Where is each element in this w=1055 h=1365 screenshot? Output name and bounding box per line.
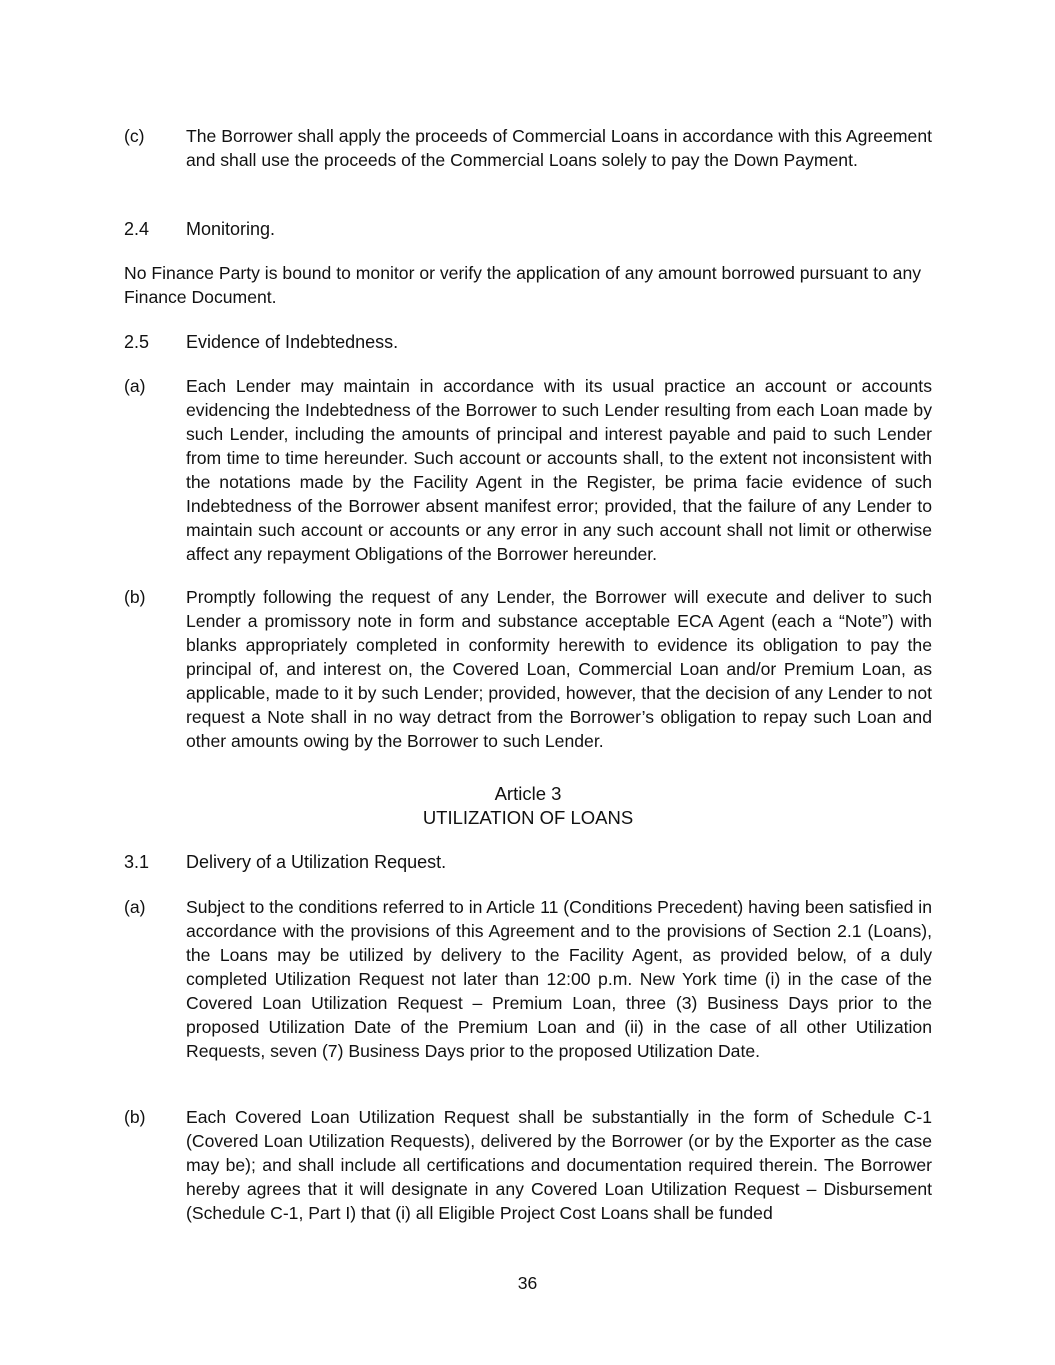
section-heading-2-5 xyxy=(124,330,932,354)
section-number: 3.1 xyxy=(124,852,150,872)
paragraph-2-5-a xyxy=(124,374,932,566)
paragraph-2-3-c xyxy=(124,124,932,172)
section-number: 2.4 xyxy=(124,219,150,239)
section-heading-2-4 xyxy=(124,217,932,241)
paragraph-text: Each Covered Loan Utilization Request shall be substantially in the form of Schedule C-1 (Covered Loan Utilization Requests), delivered by the Borrower (or by the Exporter as the case may be); and shall include all certifications and documentation required therein. The Borrower hereby agrees that it will designate in any Covered Loan Utilization Request – Disbursement (Schedule C-1, Part I) that (i) all Eligible Project Cost Loans shall be funded xyxy=(186,1107,932,1223)
section-title: Evidence of Indebtedness. xyxy=(186,332,399,352)
section-number: 2.5 xyxy=(124,332,150,352)
paragraph-2-5-b xyxy=(124,585,932,753)
paragraph-text: Promptly following the request of any Lender, the Borrower will execute and deliver to such Lender a promissory note in form and substance acceptable ECA Agent (each a “Note”) with blanks appropriately completed in conformity herewith to evidence its obligation to pay the principal of, and interest on, the Covered Loan, Commercial Loan and/or Premium Loan, as applicable, made to it by such Lender; provided, however, that the decision of any Lender to not request a Note shall in no way detract from the Borrower’s obligation to repay such Loan and other amounts owing by the Borrower to such Lender. xyxy=(186,587,932,751)
paragraph-label: (a) xyxy=(124,897,146,917)
paragraph-label: (b) xyxy=(124,1107,146,1127)
section-heading-3-1 xyxy=(124,850,932,874)
page-number: 36 xyxy=(517,1273,538,1293)
article-heading: Article 3 xyxy=(494,783,562,804)
paragraph-text: The Borrower shall apply the proceeds of Commercial Loans in accordance with this Agreement and shall use the proceeds of the Commercial Loans solely to pay the Down Payment. xyxy=(186,126,932,170)
section-2-4-body: No Finance Party is bound to monitor or verify the application of any amount borrowed pursuant to any Finance Document. xyxy=(124,263,922,307)
paragraph-label: (c) xyxy=(124,126,145,146)
paragraph-3-1-a xyxy=(124,895,932,1063)
paragraph-text: Subject to the conditions referred to in Article 11 (Conditions Precedent) having been satisfied in accordance with the provisions of this Agreement and to the provisions of Section 2.1 (Loans), the Loans may be utilized by delivery to the Facility Agent, as provided below, of a duly completed Utilization Request not later than 12:00 p.m. New York time (i) in the case of the Covered Loan Utilization Request – Premium Loan, three (3) Business Days prior to the proposed Utilization Date of the Premium Loan and (ii) in the case of all other Utilization Requests, seven (7) Business Days prior to the proposed Utilization Date. xyxy=(186,897,932,1061)
paragraph-label: (a) xyxy=(124,376,146,396)
section-title: Monitoring. xyxy=(186,219,276,239)
paragraph-3-1-b xyxy=(124,1105,932,1225)
article-title: UTILIZATION OF LOANS xyxy=(422,807,634,828)
paragraph-label: (b) xyxy=(124,587,146,607)
section-title: Delivery of a Utilization Request. xyxy=(186,852,447,872)
paragraph-text: Each Lender may maintain in accordance with its usual practice an account or accounts evidencing the Indebtedness of the Borrower to such Lender resulting from each Loan made by such Lender, including the amounts of principal and interest payable and paid to such Lender from time to time hereunder. Such account or accounts shall, to the extent not inconsistent with the notations made by the Facility Agent in the Register, be prima facie evidence of such Indebtedness of the Borrower absent manifest error; provided, that the failure of any Lender to maintain such account or accounts or any error in any such account shall not limit or otherwise affect any repayment Obligations of the Borrower hereunder. xyxy=(186,376,932,564)
